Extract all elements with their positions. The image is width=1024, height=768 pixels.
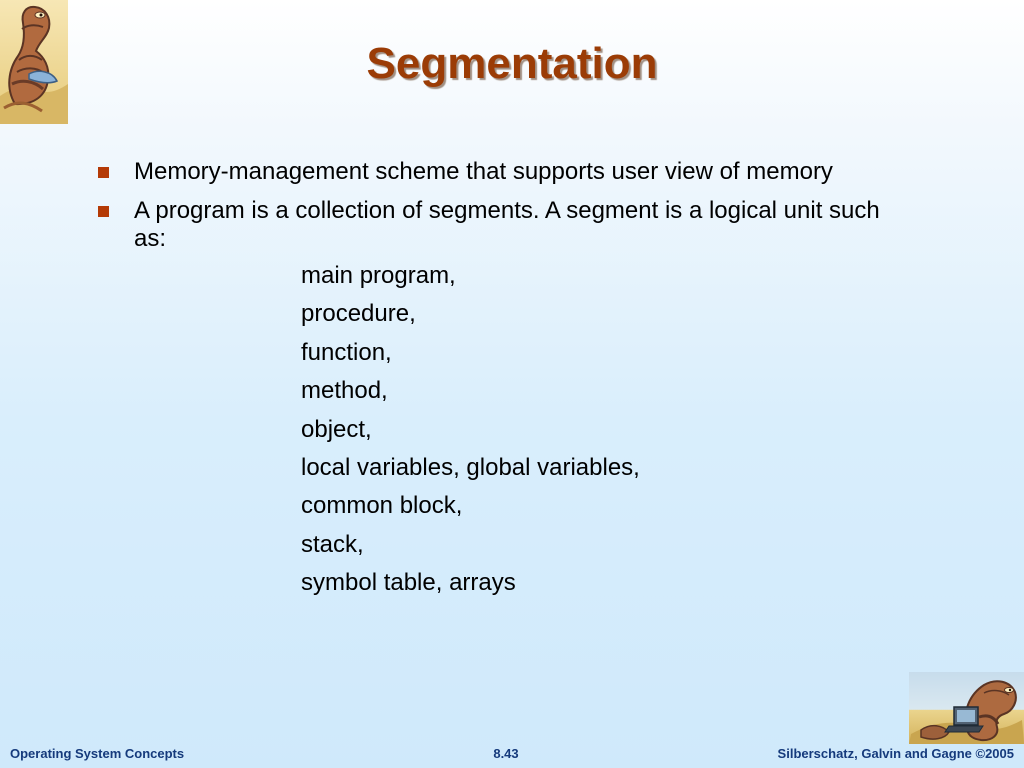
- footer-course-title: Operating System Concepts: [10, 746, 185, 761]
- segment-example-item: local variables, global variables,: [301, 453, 640, 481]
- bullet-item: [98, 197, 898, 253]
- bullet-text: Memory-management scheme that supports user view of memory: [134, 158, 833, 185]
- segment-example-item: common block,: [301, 492, 463, 520]
- bullet-item: [98, 158, 898, 186]
- main-bullet-list: [98, 158, 898, 264]
- segment-example-item: main program,: [301, 262, 456, 289]
- segment-example-item: object,: [301, 415, 372, 443]
- bullet-text: A program is a collection of segments. A segment is a logical unit such as:: [134, 197, 880, 252]
- segment-example-item: method,: [301, 377, 388, 405]
- square-bullet-icon: [98, 206, 109, 217]
- segment-example-item: function,: [301, 338, 392, 366]
- segment-example-item: symbol table, arrays: [301, 569, 516, 597]
- square-bullet-icon: [98, 167, 109, 178]
- dinosaur-laptop-icon: [909, 672, 1024, 744]
- segment-example-item: stack,: [301, 530, 364, 558]
- footer-copyright: Silberschatz, Galvin and Gagne ©2005: [777, 746, 1014, 761]
- slide-number: 8.43: [493, 746, 519, 761]
- segment-examples-list: [301, 262, 801, 608]
- slide-title: Segmentation: [366, 39, 658, 88]
- segment-example-item: procedure,: [301, 300, 416, 328]
